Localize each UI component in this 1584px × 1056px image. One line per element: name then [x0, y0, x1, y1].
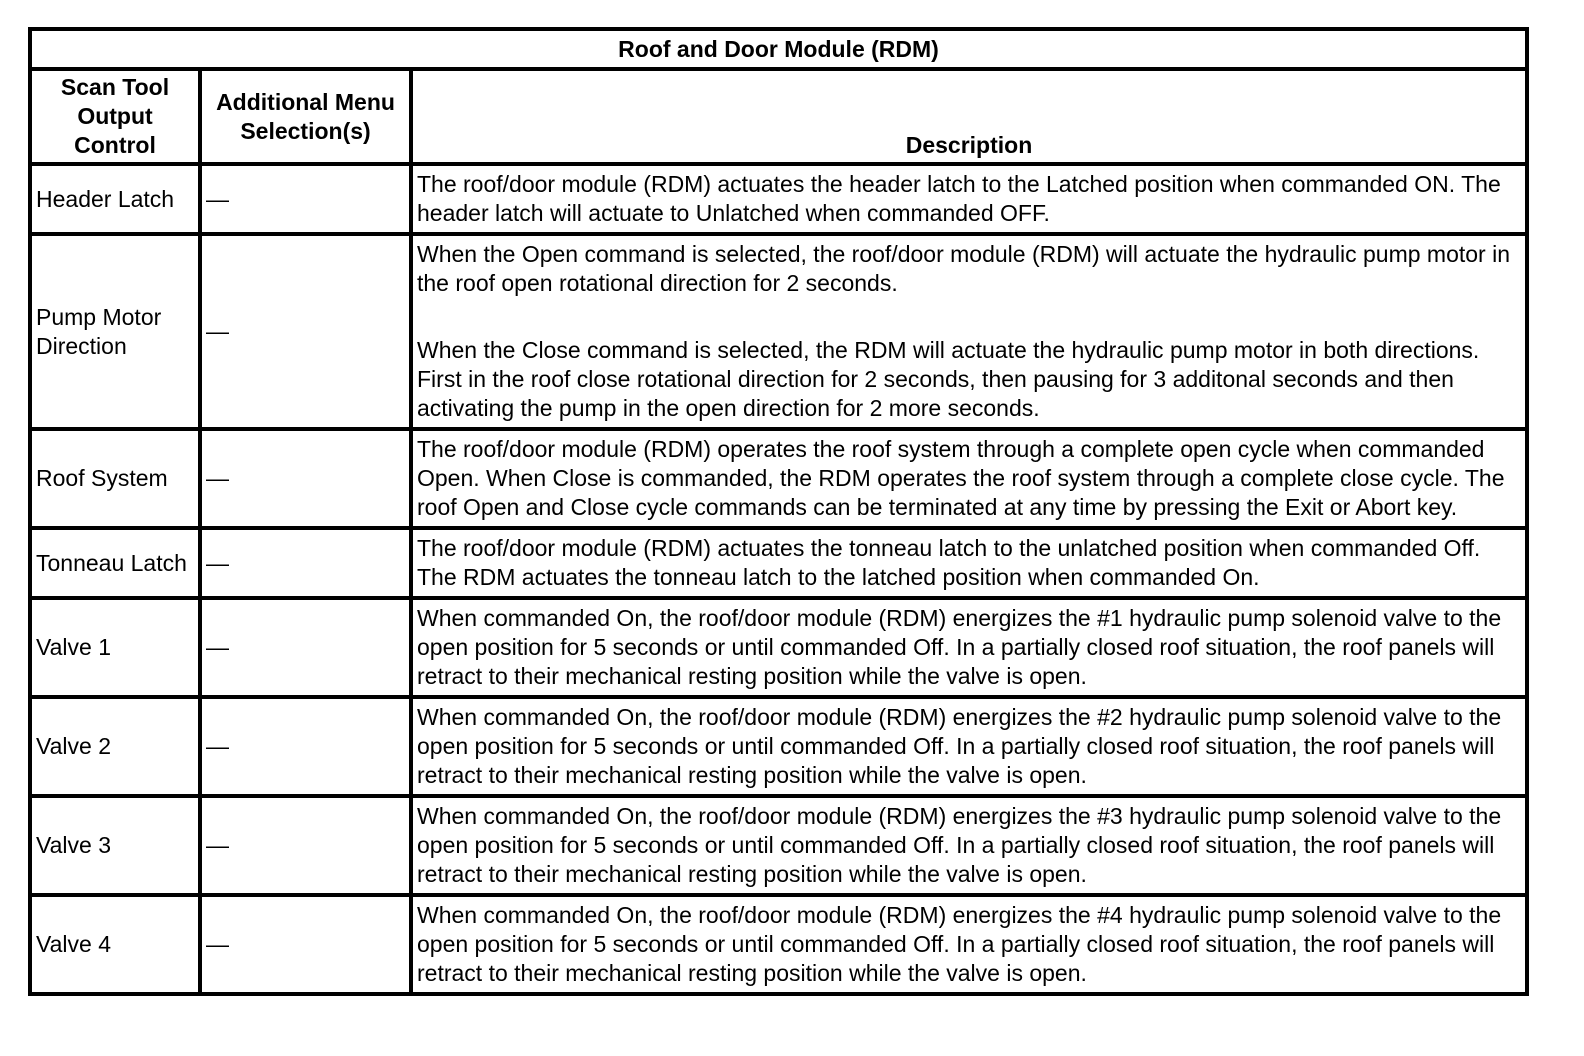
table-header-row [30, 69, 1527, 164]
description-cell [411, 598, 1527, 697]
output-control-name: Valve 1 [30, 598, 200, 697]
table-row [30, 895, 1527, 994]
description-text: The roof/door module (RDM) operates the roof system through a complete open cycle when commanded Open. When Close is commanded, the RDM operates the roof system through a complete close cycle. The roof Open and Close cycle commands can be terminated at any time by pressing the Exit or Abort key. [417, 436, 1505, 520]
menu-selection: — [200, 895, 411, 994]
menu-selection: — [200, 528, 411, 598]
menu-selection: — [200, 697, 411, 796]
menu-selection: — [200, 796, 411, 895]
description-text: When commanded On, the roof/door module (RDM) energizes the #4 hydraulic pump solenoid valve to the open position for 5 seconds or until commanded Off. In a partially closed roof situation, the roof panels will retract to their mechanical resting position while the valve is open. [417, 902, 1502, 986]
description-cell [411, 234, 1527, 429]
description-text: When commanded On, the roof/door module (RDM) energizes the #3 hydraulic pump solenoid valve to the open position for 5 seconds or until commanded Off. In a partially closed roof situation, the roof panels will retract to their mechanical resting position while the valve is open. [417, 803, 1502, 887]
table-title: Roof and Door Module (RDM) [30, 29, 1527, 69]
description-text: The roof/door module (RDM) actuates the tonneau latch to the unlatched position when commanded Off. The RDM actuates the tonneau latch to the latched position when commanded On. [417, 535, 1481, 590]
rdm-output-control-table [28, 27, 1529, 996]
output-control-name: Tonneau Latch [30, 528, 200, 598]
menu-selection: — [200, 598, 411, 697]
description-cell [411, 429, 1527, 528]
menu-selection: — [200, 164, 411, 234]
table-row [30, 697, 1527, 796]
output-control-name: Header Latch [30, 164, 200, 234]
table-row [30, 528, 1527, 598]
description-cell [411, 697, 1527, 796]
description-text: The roof/door module (RDM) actuates the header latch to the Latched position when commanded ON. The header latch will actuate to Unlatched when commanded OFF. [417, 171, 1501, 226]
column-header-description: Description [411, 69, 1527, 164]
menu-selection: — [200, 429, 411, 528]
description-cell [411, 528, 1527, 598]
table-title-row [30, 29, 1527, 69]
table-row [30, 164, 1527, 234]
output-control-name: Roof System [30, 429, 200, 528]
menu-selection: — [200, 234, 411, 429]
output-control-name: Valve 3 [30, 796, 200, 895]
description-cell [411, 796, 1527, 895]
description-cell [411, 164, 1527, 234]
description-text: When commanded On, the roof/door module (RDM) energizes the #2 hydraulic pump solenoid valve to the open position for 5 seconds or until commanded Off. In a partially closed roof situation, the roof panels will retract to their mechanical resting position while the valve is open. [417, 704, 1502, 788]
column-header-menu-selection: Additional Menu Selection(s) [200, 69, 411, 164]
description-text: When the Close command is selected, the RDM will actuate the hydraulic pump motor in both directions. First in the roof close rotational direction for 2 seconds, then pausing for 3 additonal seconds and then activating the pump in the open direction for 2 more seconds. [417, 337, 1480, 421]
output-control-name: Valve 4 [30, 895, 200, 994]
description-text: When the Open command is selected, the roof/door module (RDM) will actuate the hydraulic pump motor in the roof open rotational direction for 2 seconds. [417, 241, 1511, 296]
output-control-name: Valve 2 [30, 697, 200, 796]
description-text: When commanded On, the roof/door module (RDM) energizes the #1 hydraulic pump solenoid valve to the open position for 5 seconds or until commanded Off. In a partially closed roof situation, the roof panels will retract to their mechanical resting position while the valve is open. [417, 605, 1502, 689]
description-cell [411, 895, 1527, 994]
output-control-name: Pump Motor Direction [30, 234, 200, 429]
column-header-output-control: Scan Tool Output Control [30, 69, 200, 164]
table-row [30, 796, 1527, 895]
table-row [30, 598, 1527, 697]
table-row [30, 429, 1527, 528]
table-row [30, 234, 1527, 429]
